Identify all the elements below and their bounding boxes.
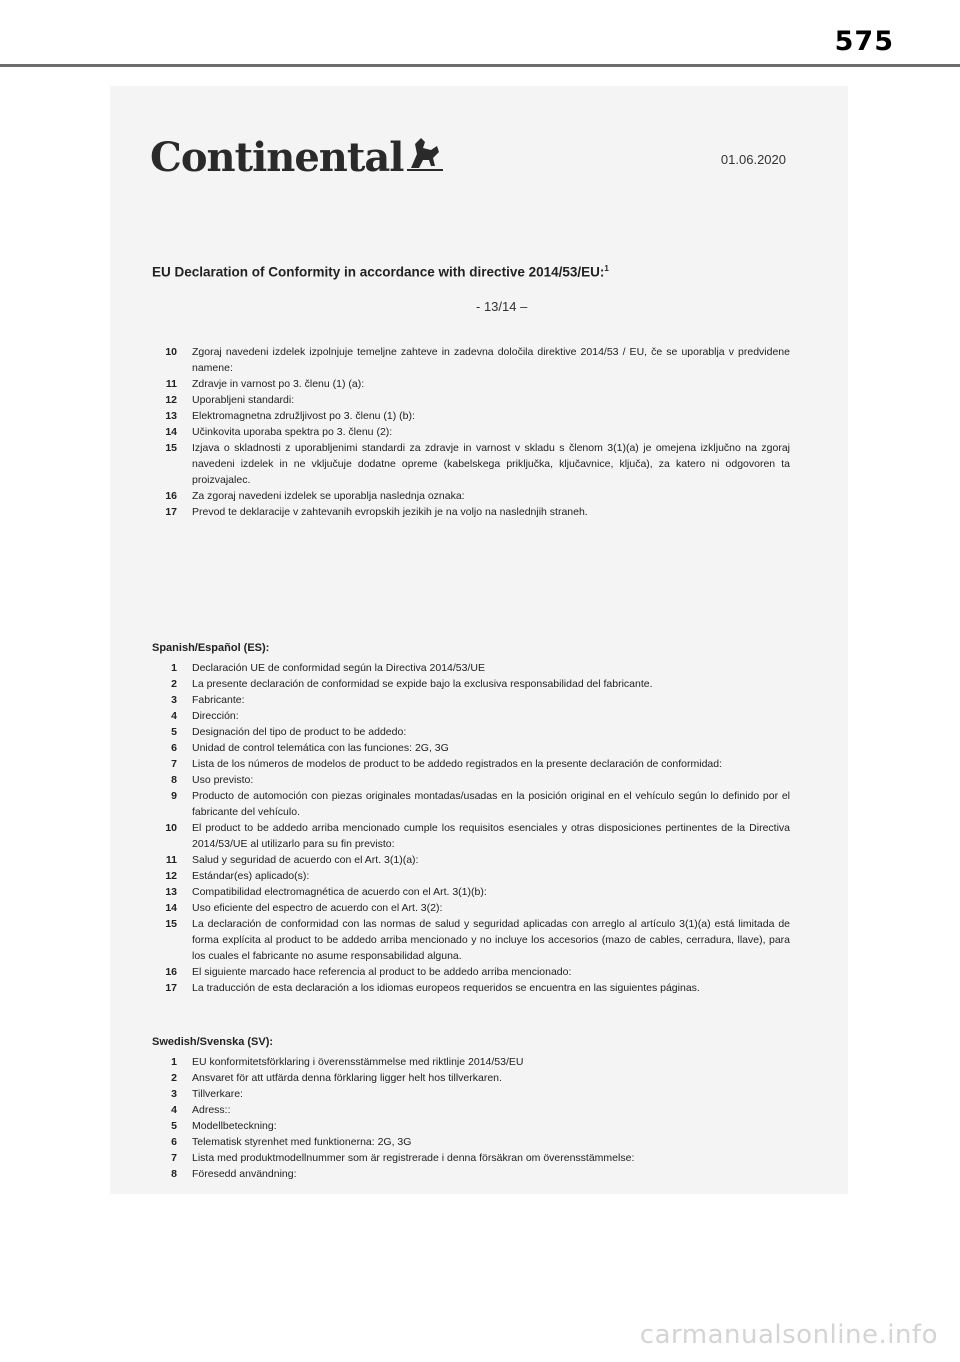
item-number: 12 bbox=[165, 394, 177, 406]
item-text: Estándar(es) aplicado(s): bbox=[192, 870, 310, 882]
list-item bbox=[150, 724, 790, 740]
list-item bbox=[150, 344, 790, 376]
item-number: 14 bbox=[165, 426, 177, 438]
item-number: 15 bbox=[165, 918, 177, 930]
item-number: 10 bbox=[165, 822, 177, 834]
document-title bbox=[152, 264, 609, 280]
list-item bbox=[150, 820, 790, 852]
item-number: 8 bbox=[171, 1168, 177, 1180]
list-item bbox=[150, 916, 790, 964]
item-number: 2 bbox=[171, 678, 177, 690]
item-number: 5 bbox=[171, 726, 177, 738]
item-text: Föresedd användning: bbox=[192, 1168, 297, 1180]
item-text: Tillverkare: bbox=[192, 1088, 243, 1100]
list-item bbox=[150, 504, 790, 520]
list-item bbox=[150, 772, 790, 788]
item-text: Prevod te deklaracije v zahtevanih evropskih jezikih je na voljo na naslednjih straneh. bbox=[192, 506, 588, 518]
item-text: Salud y seguridad de acuerdo con el Art. 3(1)(a): bbox=[192, 854, 419, 866]
item-text: Ansvaret för att utfärda denna förklaring ligger helt hos tillverkaren. bbox=[192, 1072, 502, 1084]
item-text: EU konformitetsförklaring i överensstämmelse med riktlinje 2014/53/EU bbox=[192, 1056, 524, 1068]
item-number: 7 bbox=[171, 1152, 177, 1164]
item-text: Zdravje in varnost po 3. členu (1) (a): bbox=[192, 378, 365, 390]
logo-text: Continental bbox=[150, 134, 404, 181]
list-item bbox=[150, 884, 790, 900]
item-text: Učinkovita uporaba spektra po 3. členu (2): bbox=[192, 426, 393, 438]
list-item bbox=[150, 424, 790, 440]
list-item bbox=[150, 1118, 790, 1134]
page-number: 575 bbox=[834, 26, 894, 57]
document-page-indicator: - 13/14 – bbox=[476, 299, 528, 314]
item-text: Telematisk styrenhet med funktionerna: 2G, 3G bbox=[192, 1136, 412, 1148]
item-number: 6 bbox=[171, 742, 177, 754]
list-item bbox=[150, 740, 790, 756]
item-text: Uso eficiente del espectro de acuerdo con el Art. 3(2): bbox=[192, 902, 443, 914]
item-text: Compatibilidad electromagnética de acuerdo con el Art. 3(1)(b): bbox=[192, 886, 487, 898]
list-item bbox=[150, 964, 790, 980]
item-text: Izjava o skladnosti z uporabljenimi standardi za zdravje in varnost v skladu s členom 3(1)(a) je omejena izključno na zgoraj navedeni izdelek in ne vključuje dodatne opreme (kabelskega priključka, ključavnice, ključa), za katero ni odgovoren ta proizvajalec. bbox=[192, 442, 790, 486]
item-text: Lista med produktmodellnummer som är registrerade i denna försäkran om överensstämmelse: bbox=[192, 1152, 635, 1164]
item-text: Adress:: bbox=[192, 1104, 231, 1116]
item-text: El siguiente marcado hace referencia al product to be addedo arriba mencionado: bbox=[192, 966, 572, 978]
item-number: 17 bbox=[165, 982, 177, 994]
item-number: 9 bbox=[171, 790, 177, 802]
document-date: 01.06.2020 bbox=[720, 152, 786, 167]
list-item bbox=[150, 756, 790, 772]
item-text: El product to be addedo arriba mencionado cumple los requisitos esenciales y otras disposiciones pertinentes de la Directiva 2014/53/UE al utilizarlo para su fin previsto: bbox=[192, 822, 790, 850]
item-text: Fabricante: bbox=[192, 694, 245, 706]
item-number: 10 bbox=[165, 346, 177, 358]
item-text: La declaración de conformidad con las normas de salud y seguridad aplicadas con arreglo al artículo 3(1)(a) está limitada de forma explícita al product to be addedo arriba mencionado y no incluye los accesorios (mazo de cables, cerradura, llave), para los cuales el fabricante no asume responsabilidad alguna. bbox=[192, 918, 790, 962]
list-item bbox=[150, 376, 790, 392]
item-text: Uso previsto: bbox=[192, 774, 254, 786]
item-number: 16 bbox=[165, 490, 177, 502]
item-number: 16 bbox=[165, 966, 177, 978]
item-text: Uporabljeni standardi: bbox=[192, 394, 295, 406]
item-text: Unidad de control telemática con las funciones: 2G, 3G bbox=[192, 742, 449, 754]
item-text: Elektromagnetna združljivost po 3. členu (1) (b): bbox=[192, 410, 415, 422]
list-item bbox=[150, 392, 790, 408]
item-text: Za zgoraj navedeni izdelek se uporablja naslednja oznaka: bbox=[192, 490, 465, 502]
list-item bbox=[150, 1086, 790, 1102]
slovenian-list bbox=[150, 344, 790, 520]
list-item bbox=[150, 692, 790, 708]
list-item bbox=[150, 788, 790, 820]
item-number: 7 bbox=[171, 758, 177, 770]
item-number: 4 bbox=[171, 1104, 177, 1116]
list-item bbox=[150, 852, 790, 868]
item-number: 14 bbox=[165, 902, 177, 914]
item-text: Producto de automoción con piezas originales montadas/usadas en la posición original en el vehículo según lo definido por el fabricante del vehículo. bbox=[192, 790, 790, 818]
list-item bbox=[150, 900, 790, 916]
list-item bbox=[150, 1054, 790, 1070]
item-number: 1 bbox=[171, 662, 177, 674]
list-item bbox=[150, 408, 790, 424]
item-number: 11 bbox=[165, 854, 177, 866]
item-number: 8 bbox=[171, 774, 177, 786]
horse-icon bbox=[405, 132, 445, 172]
watermark: carmanualsonline.info bbox=[639, 1320, 938, 1350]
spanish-heading: Spanish/Español (ES): bbox=[152, 642, 270, 654]
item-number: 4 bbox=[171, 710, 177, 722]
item-text: Declaración UE de conformidad según la Directiva 2014/53/UE bbox=[192, 662, 485, 674]
item-number: 13 bbox=[165, 886, 177, 898]
item-number: 13 bbox=[165, 410, 177, 422]
item-text: Lista de los números de modelos de product to be addedo registrados en la presente declaración de conformidad: bbox=[192, 758, 722, 770]
list-item bbox=[150, 708, 790, 724]
swedish-list bbox=[150, 1054, 790, 1182]
item-number: 2 bbox=[171, 1072, 177, 1084]
document-title-text: EU Declaration of Conformity in accordance with directive 2014/53/EU: bbox=[152, 264, 605, 280]
list-item bbox=[150, 1134, 790, 1150]
item-number: 6 bbox=[171, 1136, 177, 1148]
continental-logo bbox=[150, 122, 445, 181]
list-item bbox=[150, 488, 790, 504]
item-text: Zgoraj navedeni izdelek izpolnjuje temeljne zahteve in zadevna določila direktive 2014/53 / EU, če se uporablja v predvidene namene: bbox=[192, 346, 790, 374]
list-item bbox=[150, 1102, 790, 1118]
item-number: 11 bbox=[165, 378, 177, 390]
swedish-heading: Swedish/Svenska (SV): bbox=[152, 1036, 274, 1048]
scanned-document bbox=[110, 86, 848, 1194]
item-number: 12 bbox=[165, 870, 177, 882]
list-item bbox=[150, 868, 790, 884]
document-title-footnote: 1 bbox=[604, 264, 609, 273]
item-text: La presente declaración de conformidad se expide bajo la exclusiva responsabilidad del fabricante. bbox=[192, 678, 653, 690]
list-item bbox=[150, 676, 790, 692]
item-text: Designación del tipo de product to be addedo: bbox=[192, 726, 407, 738]
item-number: 1 bbox=[171, 1056, 177, 1068]
item-text: Modellbeteckning: bbox=[192, 1120, 277, 1132]
list-item bbox=[150, 1070, 790, 1086]
list-item bbox=[150, 440, 790, 488]
header-rule bbox=[0, 64, 960, 67]
item-text: La traducción de esta declaración a los idiomas europeos requeridos se encuentra en las siguientes páginas. bbox=[192, 982, 700, 994]
item-number: 17 bbox=[165, 506, 177, 518]
item-number: 3 bbox=[171, 694, 177, 706]
list-item bbox=[150, 1166, 790, 1182]
list-item bbox=[150, 660, 790, 676]
list-item bbox=[150, 1150, 790, 1166]
item-text: Dirección: bbox=[192, 710, 239, 722]
spanish-list bbox=[150, 660, 790, 996]
list-item bbox=[150, 980, 790, 996]
item-number: 3 bbox=[171, 1088, 177, 1100]
item-number: 15 bbox=[165, 442, 177, 454]
item-number: 5 bbox=[171, 1120, 177, 1132]
